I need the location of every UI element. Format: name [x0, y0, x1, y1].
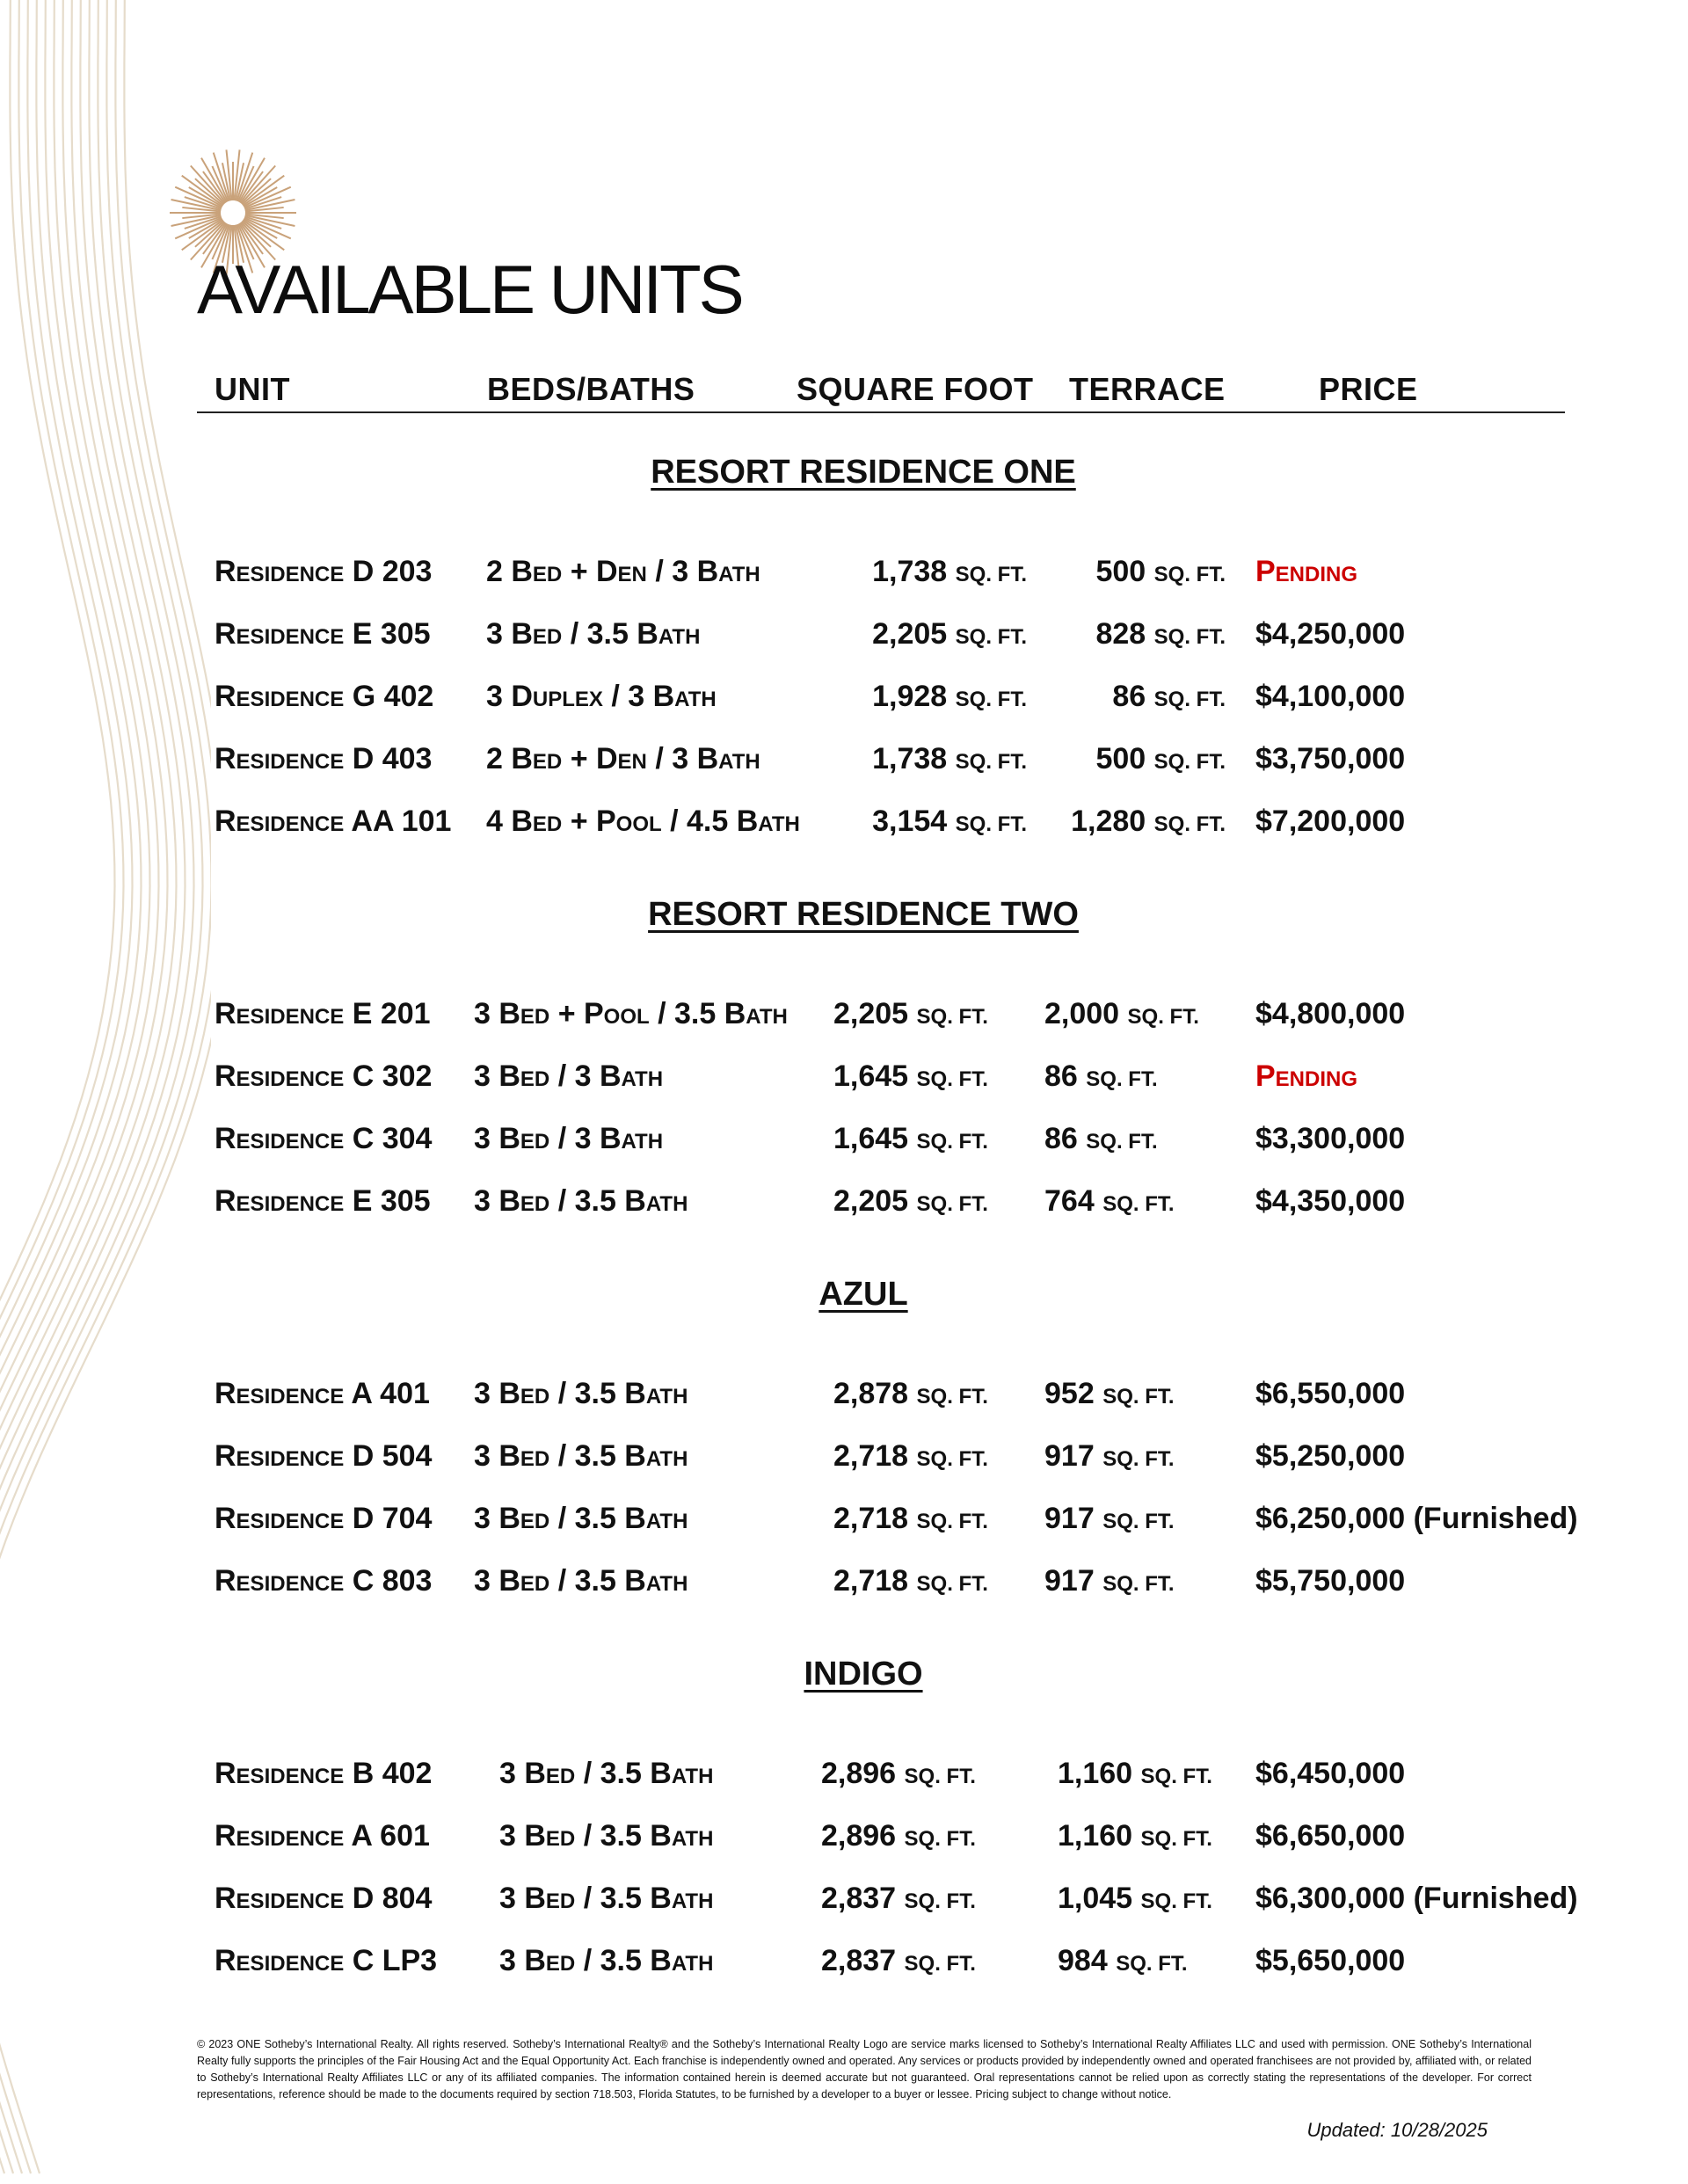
beds-baths: 3 Bed / 3.5 Bath: [474, 1502, 688, 1535]
square-foot: [872, 612, 1027, 659]
beds-baths: 3 Bed / 3.5 Bath: [474, 1564, 688, 1598]
table-row: [0, 799, 1688, 843]
terrace: [1095, 550, 1226, 597]
terrace: [1058, 1939, 1188, 1986]
table-row: [0, 1179, 1688, 1223]
unit-name: Residence E 305: [215, 617, 431, 651]
page-title: AVAILABLE UNITS: [197, 251, 742, 328]
table-row: [0, 612, 1688, 656]
beds-baths: 3 Duplex / 3 Bath: [486, 680, 717, 713]
square-foot-value: 1,738: [872, 555, 948, 588]
unit-name: Residence E 305: [215, 1184, 431, 1218]
price: $3,300,000: [1255, 1122, 1406, 1155]
terrace: [1058, 1751, 1212, 1799]
status-pending: Pending: [1255, 1059, 1358, 1093]
unit-name: Residence D 403: [215, 742, 433, 775]
square-foot: [833, 1179, 988, 1227]
square-foot: [821, 1876, 976, 1924]
square-foot: [872, 799, 1027, 847]
square-foot-unit: SQ. FT.: [955, 750, 1027, 774]
square-foot-unit: SQ. FT.: [955, 625, 1027, 649]
column-header-unit: UNIT: [215, 371, 290, 407]
table-row: [0, 1814, 1688, 1858]
price: $6,250,000 (Furnished): [1255, 1502, 1578, 1535]
square-foot: [833, 1372, 988, 1419]
table-row: [0, 992, 1688, 1036]
beds-baths: 3 Bed / 3.5 Bath: [499, 1882, 714, 1915]
terrace-value: 500: [1095, 742, 1146, 775]
square-foot-unit: SQ. FT.: [916, 1067, 988, 1091]
beds-baths: 3 Bed / 3 Bath: [474, 1059, 664, 1093]
terrace: [1095, 612, 1226, 659]
column-header-terrace: TERRACE: [1069, 371, 1226, 407]
unit-name: Residence C LP3: [215, 1944, 438, 1977]
beds-baths: 2 Bed + Den / 3 Bath: [486, 742, 760, 775]
price: $6,550,000: [1255, 1377, 1406, 1410]
unit-name: Residence G 402: [215, 680, 434, 713]
square-foot-value: 2,837: [821, 1944, 897, 1977]
terrace-value: 984: [1058, 1944, 1108, 1977]
square-foot-value: 2,896: [821, 1757, 897, 1790]
unit-name: Residence D 804: [215, 1882, 433, 1915]
square-foot-unit: SQ. FT.: [916, 1385, 988, 1409]
square-foot: [821, 1939, 976, 1986]
terrace: [1044, 1372, 1175, 1419]
terrace-value: 764: [1044, 1184, 1095, 1218]
terrace-unit: SQ. FT.: [1102, 1572, 1175, 1596]
updated-date: Updated: 10/28/2025: [1306, 2119, 1488, 2141]
terrace-unit: SQ. FT.: [1140, 1827, 1212, 1851]
unit-name: Residence D 704: [215, 1502, 433, 1535]
section-title: AZUL: [819, 1276, 908, 1313]
square-foot-value: 2,878: [833, 1377, 909, 1410]
beds-baths: 3 Bed / 3.5 Bath: [474, 1184, 688, 1218]
terrace-value: 917: [1044, 1564, 1095, 1598]
unit-name: Residence D 504: [215, 1439, 433, 1473]
price: $5,250,000: [1255, 1439, 1406, 1473]
terrace-value: 828: [1095, 617, 1146, 651]
table-row: [0, 1054, 1688, 1098]
table-row: [0, 1434, 1688, 1478]
legal-disclaimer: © 2023 ONE Sotheby’s International Realty. All rights reserved. Sotheby’s International Realty® and the Sotheby’s International Realty Logo are service marks licensed to Sotheby’s International Realty Affiliates LLC and used with permission. ONE Sotheby’s International Realty fully supports the principles of the Fair Housing Act and the Equal Opportunity Act. Each franchise is independently owned and operated. Any services or products provided by independently owned and operated franchisees are not provided by, affiliated with, or related to Sotheby’s International Realty Affiliates LLC or any of its affiliated companies. The information contained herein is deemed accurate but not guaranteed. Oral representations cannot be relied upon as correctly stating the representations of the developer. For correct representations, reference should be made to the documents required by section 718.503, Florida Statutes, to be furnished by a developer to a buyer or lessee. Pricing subject to change without notice.: [197, 2038, 1532, 2100]
beds-baths: 3 Bed + Pool / 3.5 Bath: [474, 997, 788, 1030]
square-foot-value: 2,205: [833, 1184, 909, 1218]
price: $7,200,000: [1255, 804, 1406, 838]
square-foot-unit: SQ. FT.: [955, 563, 1027, 586]
square-foot: [833, 1559, 988, 1606]
table-header: [197, 362, 1565, 413]
square-foot: [833, 1117, 988, 1164]
beds-baths: 4 Bed + Pool / 4.5 Bath: [486, 804, 800, 838]
terrace-unit: SQ. FT.: [1102, 1385, 1175, 1409]
price: $5,650,000: [1255, 1944, 1406, 1977]
beds-baths: 3 Bed / 3.5 Bath: [486, 617, 701, 651]
section-title: INDIGO: [804, 1656, 923, 1693]
beds-baths: 3 Bed / 3.5 Bath: [474, 1439, 688, 1473]
terrace-unit: SQ. FT.: [1140, 1889, 1212, 1913]
terrace: [1058, 1876, 1212, 1924]
terrace-unit: SQ. FT.: [1086, 1130, 1158, 1154]
section-title: RESORT RESIDENCE TWO: [648, 896, 1079, 933]
price: $6,650,000: [1255, 1819, 1406, 1853]
table-row: [0, 1939, 1688, 1983]
square-foot: [872, 550, 1027, 597]
square-foot: [833, 1054, 988, 1102]
terrace-unit: SQ. FT.: [1153, 563, 1226, 586]
table-row: [0, 1876, 1688, 1920]
terrace-unit: SQ. FT.: [1153, 750, 1226, 774]
terrace-value: 1,160: [1058, 1819, 1133, 1853]
unit-name: Residence B 402: [215, 1757, 433, 1790]
terrace-unit: SQ. FT.: [1140, 1765, 1212, 1788]
table-row: [0, 737, 1688, 781]
square-foot-value: 2,205: [833, 997, 909, 1030]
unit-name: Residence E 201: [215, 997, 431, 1030]
square-foot-value: 2,205: [872, 617, 948, 651]
column-header-beds-baths: BEDS/BATHS: [487, 371, 695, 407]
square-foot-value: 1,738: [872, 742, 948, 775]
square-foot-value: 2,837: [821, 1882, 897, 1915]
terrace-unit: SQ. FT.: [1116, 1952, 1188, 1976]
unit-name: Residence A 601: [215, 1819, 430, 1853]
terrace-unit: SQ. FT.: [1086, 1067, 1158, 1091]
terrace-value: 86: [1112, 680, 1146, 713]
terrace: [1044, 1434, 1175, 1481]
square-foot: [872, 674, 1027, 722]
terrace-unit: SQ. FT.: [1102, 1447, 1175, 1471]
square-foot: [833, 1434, 988, 1481]
terrace: [1044, 1496, 1175, 1544]
table-row: [0, 674, 1688, 718]
terrace-unit: SQ. FT.: [1127, 1005, 1199, 1029]
square-foot-unit: SQ. FT.: [916, 1447, 988, 1471]
square-foot: [872, 737, 1027, 784]
terrace-value: 1,045: [1058, 1882, 1133, 1915]
square-foot-unit: SQ. FT.: [916, 1510, 988, 1533]
terrace-unit: SQ. FT.: [1153, 812, 1226, 836]
terrace-value: 500: [1095, 555, 1146, 588]
unit-name: Residence A 401: [215, 1377, 430, 1410]
square-foot-value: 3,154: [872, 804, 948, 838]
price: $4,800,000: [1255, 997, 1406, 1030]
table-row: [0, 1117, 1688, 1161]
terrace-value: 86: [1044, 1059, 1078, 1093]
terrace: [1044, 1117, 1158, 1164]
terrace-unit: SQ. FT.: [1153, 688, 1226, 711]
terrace: [1095, 737, 1226, 784]
beds-baths: 3 Bed / 3 Bath: [474, 1122, 664, 1155]
beds-baths: 3 Bed / 3.5 Bath: [474, 1377, 688, 1410]
unit-name: Residence C 304: [215, 1122, 433, 1155]
terrace: [1044, 992, 1199, 1039]
square-foot: [821, 1814, 976, 1861]
terrace-value: 2,000: [1044, 997, 1120, 1030]
square-foot-value: 2,896: [821, 1819, 897, 1853]
table-row: [0, 1372, 1688, 1416]
unit-name: Residence C 803: [215, 1564, 433, 1598]
square-foot-unit: SQ. FT.: [904, 1952, 976, 1976]
square-foot: [833, 992, 988, 1039]
terrace-value: 917: [1044, 1502, 1095, 1535]
terrace: [1058, 1814, 1212, 1861]
square-foot-unit: SQ. FT.: [904, 1827, 976, 1851]
terrace: [1071, 799, 1226, 847]
unit-name: Residence C 302: [215, 1059, 433, 1093]
terrace-value: 86: [1044, 1122, 1078, 1155]
terrace-value: 1,160: [1058, 1757, 1133, 1790]
price: $6,300,000 (Furnished): [1255, 1882, 1578, 1915]
terrace-value: 952: [1044, 1377, 1095, 1410]
table-row: [0, 1559, 1688, 1603]
square-foot-unit: SQ. FT.: [916, 1130, 988, 1154]
square-foot-unit: SQ. FT.: [904, 1765, 976, 1788]
section-title: RESORT RESIDENCE ONE: [651, 454, 1076, 491]
square-foot-unit: SQ. FT.: [916, 1572, 988, 1596]
beds-baths: 3 Bed / 3.5 Bath: [499, 1819, 714, 1853]
square-foot-value: 1,928: [872, 680, 948, 713]
square-foot-unit: SQ. FT.: [916, 1192, 988, 1216]
table-row: [0, 550, 1688, 593]
square-foot-value: 1,645: [833, 1059, 909, 1093]
terrace: [1044, 1179, 1175, 1227]
beds-baths: 2 Bed + Den / 3 Bath: [486, 555, 760, 588]
terrace: [1044, 1054, 1158, 1102]
unit-name: Residence D 203: [215, 555, 433, 588]
terrace: [1112, 674, 1226, 722]
square-foot-unit: SQ. FT.: [955, 688, 1027, 711]
square-foot: [821, 1751, 976, 1799]
terrace: [1044, 1559, 1175, 1606]
square-foot-value: 2,718: [833, 1502, 909, 1535]
beds-baths: 3 Bed / 3.5 Bath: [499, 1944, 714, 1977]
terrace-unit: SQ. FT.: [1102, 1510, 1175, 1533]
status-pending: Pending: [1255, 555, 1358, 588]
price: $4,250,000: [1255, 617, 1406, 651]
column-header-price: PRICE: [1319, 371, 1418, 407]
square-foot-value: 1,645: [833, 1122, 909, 1155]
square-foot-value: 2,718: [833, 1564, 909, 1598]
table-row: [0, 1751, 1688, 1795]
terrace-value: 917: [1044, 1439, 1095, 1473]
price: $4,350,000: [1255, 1184, 1406, 1218]
terrace-value: 1,280: [1071, 804, 1146, 838]
price: $5,750,000: [1255, 1564, 1406, 1598]
terrace-unit: SQ. FT.: [1102, 1192, 1175, 1216]
square-foot-unit: SQ. FT.: [904, 1889, 976, 1913]
square-foot: [833, 1496, 988, 1544]
price: $4,100,000: [1255, 680, 1406, 713]
square-foot-unit: SQ. FT.: [955, 812, 1027, 836]
table-row: [0, 1496, 1688, 1540]
beds-baths: 3 Bed / 3.5 Bath: [499, 1757, 714, 1790]
price: $6,450,000: [1255, 1757, 1406, 1790]
square-foot-unit: SQ. FT.: [916, 1005, 988, 1029]
unit-name: Residence AA 101: [215, 804, 452, 838]
terrace-unit: SQ. FT.: [1153, 625, 1226, 649]
column-header-square-foot: SQUARE FOOT: [797, 371, 1034, 407]
square-foot-value: 2,718: [833, 1439, 909, 1473]
price: $3,750,000: [1255, 742, 1406, 775]
